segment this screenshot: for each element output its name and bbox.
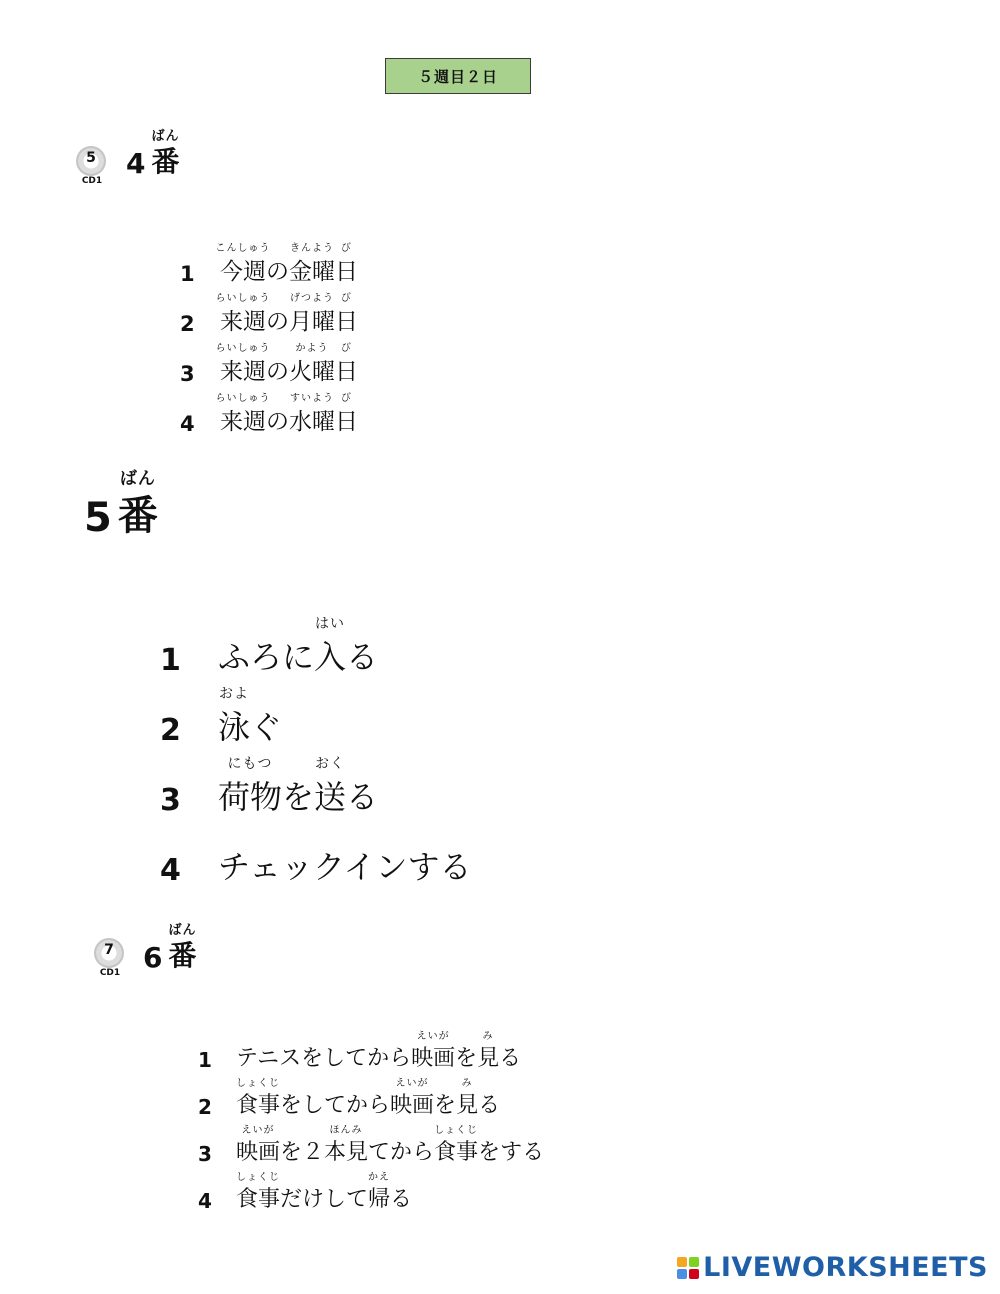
cd-track-number: 7: [104, 942, 114, 958]
answer-option[interactable]: [160, 608, 471, 678]
ruby: しょくじ: [236, 1078, 280, 1089]
ban-ruby: ばん: [168, 923, 197, 938]
kana: る: [499, 1046, 522, 1071]
ruby: げつよう: [290, 293, 334, 304]
kana: を: [455, 1046, 478, 1071]
answer-option[interactable]: [198, 1025, 544, 1072]
ban-text: 番: [168, 939, 197, 972]
option-number: 3: [180, 362, 195, 386]
logo-square: [677, 1257, 687, 1267]
option-text: [236, 1078, 501, 1119]
kanji: 水曜: [289, 409, 335, 435]
kanji: 帰: [368, 1187, 391, 1212]
kana: る: [346, 638, 379, 676]
option-text: チェックインする: [218, 848, 472, 886]
option-text: [236, 1031, 522, 1072]
cd-label: CD1: [99, 968, 121, 978]
kanji: 日: [335, 359, 358, 385]
ban-character: [117, 469, 158, 541]
cd-track-badge[interactable]: [90, 938, 130, 980]
option-text: [218, 686, 283, 748]
ruby: おく: [315, 756, 346, 772]
ruby: にもつ: [227, 756, 273, 772]
ruby: び: [341, 393, 352, 404]
logo-square: [689, 1257, 699, 1267]
option-number: 3: [198, 1142, 212, 1166]
question-heading-4: [126, 129, 180, 180]
option-number: 2: [160, 713, 181, 748]
kana: ふろに: [218, 638, 315, 676]
ruby: み: [482, 1031, 494, 1042]
question-number: 5: [84, 495, 112, 541]
ruby: かよう: [295, 343, 329, 354]
answer-option[interactable]: [180, 286, 358, 336]
ruby: ほんみ: [329, 1125, 363, 1136]
cd-label: CD1: [81, 176, 103, 186]
kanji: 映画: [411, 1046, 456, 1071]
option-text: [215, 243, 358, 286]
ruby: かえ: [368, 1172, 391, 1183]
question-number: 4: [126, 147, 146, 180]
ban-text: 番: [151, 145, 180, 178]
logo-text: LIVEWORKSHEETS: [703, 1252, 988, 1283]
ruby: しょくじ: [434, 1125, 479, 1136]
ruby: はい: [315, 616, 346, 632]
kanji: 泳: [218, 708, 251, 746]
option-text: [218, 756, 379, 818]
cd-track-number: 5: [86, 150, 96, 166]
kanji: 食事: [236, 1093, 281, 1118]
ruby: らいしゅう: [215, 393, 271, 404]
ban-ruby: ばん: [151, 129, 180, 144]
option-text: [218, 616, 379, 678]
ruby: らいしゅう: [215, 293, 271, 304]
kanji: 見: [477, 1046, 500, 1071]
question-heading-6: [143, 923, 197, 974]
ruby: すいよう: [290, 393, 334, 404]
ruby: えいが: [395, 1078, 429, 1089]
answer-option[interactable]: [180, 336, 358, 386]
kana: をする: [478, 1140, 545, 1165]
kanji: 来週: [220, 359, 266, 385]
ruby: えいが: [416, 1031, 450, 1042]
ruby: び: [341, 343, 352, 354]
answer-option[interactable]: [180, 386, 358, 436]
logo-square: [677, 1269, 687, 1279]
answer-options-4: [180, 236, 358, 436]
answer-option[interactable]: [180, 236, 358, 286]
kana: テニスをしてから: [236, 1046, 412, 1071]
kanji: 火曜: [289, 359, 335, 385]
kana: の: [266, 409, 289, 435]
answer-option[interactable]: [198, 1166, 544, 1213]
kana: をしてから: [280, 1093, 391, 1118]
kanji: 日: [335, 309, 358, 335]
option-text: [215, 393, 358, 436]
answer-option[interactable]: [160, 818, 471, 888]
option-number: 4: [160, 853, 181, 888]
kanji: 日: [335, 259, 358, 285]
ruby: み: [461, 1078, 473, 1089]
option-number: 2: [198, 1095, 212, 1119]
kanji: 見: [456, 1093, 479, 1118]
answer-option[interactable]: [198, 1119, 544, 1166]
option-number: 1: [180, 262, 195, 286]
kanji: 食事: [236, 1187, 281, 1212]
ruby: しょくじ: [236, 1172, 280, 1183]
kana: を: [434, 1093, 457, 1118]
logo-square: [689, 1269, 699, 1279]
option-text: [236, 1125, 545, 1166]
question-number: 6: [143, 941, 163, 974]
option-number: 1: [160, 643, 181, 678]
kana: の: [266, 359, 289, 385]
kanji: 今週: [220, 259, 266, 285]
kana: を２: [280, 1140, 325, 1165]
kanji: 本見: [324, 1140, 369, 1165]
cd-track-badge[interactable]: [72, 146, 112, 188]
week-day-tag: ５週目２日: [385, 58, 531, 94]
kanji: 荷物: [218, 778, 283, 816]
liveworksheets-logo[interactable]: [677, 1252, 988, 1283]
kanji: 金曜: [289, 259, 335, 285]
ban-character: [168, 923, 197, 974]
ruby: えいが: [241, 1125, 275, 1136]
answer-options-6: [198, 1025, 544, 1213]
option-number: 2: [180, 312, 195, 336]
kanji: 来週: [220, 309, 266, 335]
answer-option[interactable]: [198, 1072, 544, 1119]
kana: の: [266, 309, 289, 335]
kana: を: [282, 778, 315, 816]
option-number: 4: [198, 1189, 212, 1213]
ruby: らいしゅう: [215, 343, 271, 354]
ban-ruby: ばん: [119, 469, 156, 489]
ban-text: 番: [117, 493, 158, 539]
kana: る: [478, 1093, 501, 1118]
ruby: び: [341, 243, 352, 254]
kana: だけして: [280, 1187, 369, 1212]
kana: る: [390, 1187, 413, 1212]
kanji: 映画: [390, 1093, 435, 1118]
ruby: およ: [219, 686, 249, 702]
kana: てから: [368, 1140, 435, 1165]
option-text: [236, 1172, 413, 1213]
kana: の: [266, 259, 289, 285]
kanji: 送: [314, 778, 347, 816]
ruby: きんよう: [290, 243, 334, 254]
option-number: 3: [160, 783, 181, 818]
option-number: 4: [180, 412, 195, 436]
kanji: 月曜: [289, 309, 335, 335]
kana: る: [346, 778, 379, 816]
kanji: 入: [314, 638, 347, 676]
answer-option[interactable]: [160, 748, 471, 818]
option-number: 1: [198, 1048, 212, 1072]
logo-icon: [677, 1257, 699, 1279]
kanji: 食事: [434, 1140, 479, 1165]
ruby: こんしゅう: [215, 243, 271, 254]
kanji: 日: [335, 409, 358, 435]
option-text: [215, 293, 358, 336]
ruby: び: [341, 293, 352, 304]
answer-option[interactable]: [160, 678, 471, 748]
kana: ぐ: [250, 708, 283, 746]
answer-options-5: [160, 608, 471, 888]
kanji: 映画: [236, 1140, 281, 1165]
kanji: 来週: [220, 409, 266, 435]
ban-character: [151, 129, 180, 180]
option-text: [215, 343, 358, 386]
question-heading-5: [84, 469, 158, 541]
